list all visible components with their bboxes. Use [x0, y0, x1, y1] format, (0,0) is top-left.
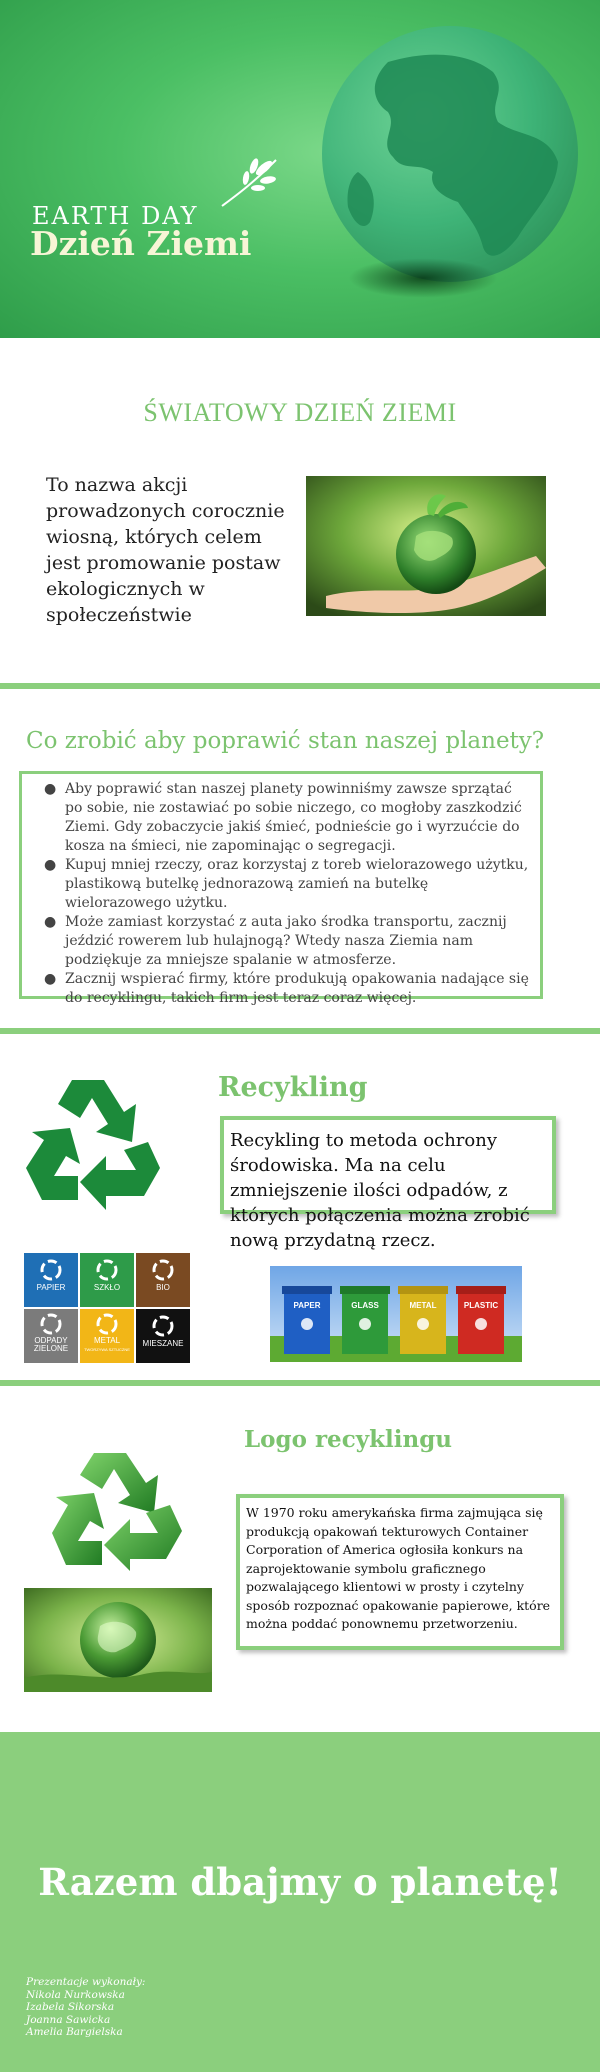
credits-author: Nikola Nurkowska	[26, 1988, 125, 2001]
tips-list	[42, 780, 530, 1008]
footer-banner	[0, 1732, 600, 2072]
recycle-icon	[152, 1315, 174, 1337]
bin-label-metal: METAL	[409, 1301, 437, 1310]
section-heading-earth-day: ŚWIATOWY DZIEŃ ZIEMI	[143, 398, 457, 427]
bin-label-paper: PAPER	[293, 1301, 321, 1310]
hero-title: Dzień Ziemi	[30, 224, 252, 263]
bin-tile-bio: BIO	[136, 1253, 190, 1307]
credits-author: Joanna Sawicka	[26, 2013, 111, 2026]
list-item: ● Może zamiast korzystać z auta jako środka transportu, zacznij jeździć rowerem lub hulajnogą? Wtedy nasza Ziemia nam podziękuje za mniejsze spalanie w atmosferze.	[44, 914, 507, 968]
list-item: ● Aby poprawić stan naszej planety powinniśmy zawsze sprzątać po sobie, nie zostawiać po sobie niczego, co mogłoby zaszkodzić Ziemi. Gdy zobaczycie jakiś śmieć, podnieście go i wyrzućcie do kosza na śmieci, nie zapominając o segregacji.	[44, 781, 522, 854]
recycle-icon	[40, 1259, 62, 1281]
waste-sorting-grid	[24, 1253, 192, 1363]
footer-slogan: Razem dbajmy o planetę!	[38, 1860, 562, 1904]
hero-banner	[0, 0, 600, 338]
globe-shadow	[348, 258, 498, 298]
recycle-logo-icon	[46, 1443, 186, 1575]
list-item: ● Zacznij wspierać firmy, które produkują opakowania nadające się do recyklingu, takich firm jest teraz coraz więcej.	[44, 971, 529, 1006]
credits	[26, 1976, 145, 2039]
earth-day-label: EARTH DAY	[32, 202, 199, 230]
credits-author: Izabela Sikorska	[26, 2001, 115, 2013]
section-heading-tips: Co zrobić aby poprawić stan naszej planety?	[26, 728, 545, 754]
recycling-definition-box: Recykling to metoda ochrony środowiska. Ma na celu zmniejszenie ilości odpadów, z których połączenia można zrobić nową przydatną rzecz.	[220, 1116, 556, 1214]
section-divider	[0, 1028, 600, 1034]
bin-tile-green-waste: ODPADY ZIELONE	[24, 1309, 78, 1363]
tips-box	[19, 771, 543, 1006]
recycle-icon	[96, 1313, 118, 1335]
bin-label-plastic: PLASTIC	[463, 1301, 499, 1310]
globe-in-nature-photo	[24, 1588, 212, 1692]
recycle-icon	[96, 1259, 118, 1281]
intro-text: To nazwa akcji prowadzonych corocznie wiosną, których celem jest promowanie postaw ekologicznych w społeczeństwie	[46, 474, 285, 626]
section-divider	[0, 1380, 600, 1386]
section-heading-recycling-logo: Logo recyklingu	[244, 1426, 452, 1453]
bin-tile-paper: PAPIER	[24, 1253, 78, 1307]
section-divider	[0, 683, 600, 689]
hand-globe-photo	[306, 476, 546, 616]
globe-illustration	[318, 22, 582, 286]
credits-heading: Prezentacje wykonały:	[26, 1976, 146, 1988]
recycling-logo-history-box: W 1970 roku amerykańska firma zajmująca się produkcją opakowań tekturowych Container Corporation of America ogłosiła konkurs na zaprojektowanie symbolu graficznego pozwalającego klientowi w prosty i czytelny sposób rozpoznać opakowanie papierowe, które można poddać ponownemu przetworzeniu.	[236, 1494, 564, 1650]
recycle-icon	[40, 1313, 62, 1335]
recycle-icon	[20, 1072, 164, 1212]
bin-tile-glass: SZKŁO	[80, 1253, 134, 1307]
list-item: ● Kupuj mniej rzeczy, oraz korzystaj z toreb wielorazowego użytku, plastikową butelkę jednorazową zamień na butelkę wielorazowego użytku.	[44, 857, 529, 911]
recycling-bins-photo	[270, 1266, 522, 1362]
recycle-icon	[152, 1259, 174, 1281]
bin-label-glass: GLASS	[351, 1301, 379, 1310]
credits-author: Amelia Bargielska	[26, 2026, 123, 2038]
bin-tile-metal: METAL TWORZYWA SZTUCZNE	[80, 1309, 134, 1363]
bin-tile-mixed: MIESZANE	[136, 1309, 190, 1363]
section-heading-recycling: Recykling	[218, 1072, 368, 1103]
leaf-icon	[218, 154, 280, 210]
